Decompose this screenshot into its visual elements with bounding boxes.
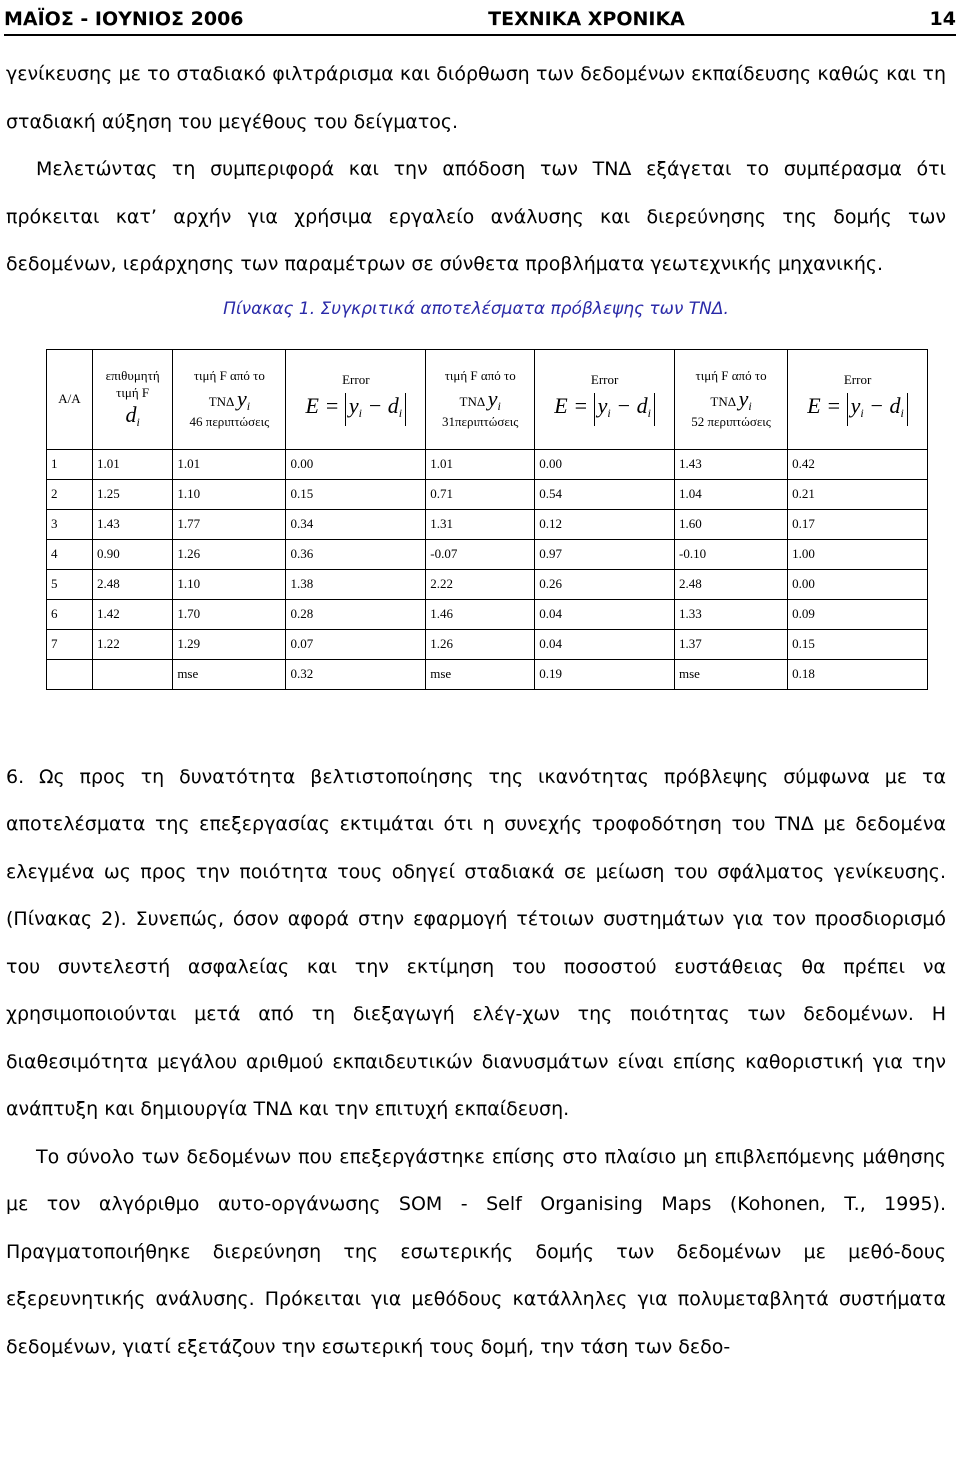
table-cell: 0.18 [788, 659, 928, 689]
table-cell: 1.26 [173, 539, 286, 569]
table-cell: 0.28 [286, 599, 426, 629]
table-cell: 1.37 [675, 629, 788, 659]
header-issue-date: ΜΑΪΟΣ - ΙΟΥΝΙΟΣ 2006 [4, 8, 244, 30]
table-cell: 1.77 [173, 509, 286, 539]
table-cell: 1.70 [173, 599, 286, 629]
table-cell: 1.22 [93, 629, 173, 659]
table-cell: 0.09 [788, 599, 928, 629]
table-cell: -0.10 [675, 539, 788, 569]
table-cell: 1.01 [173, 449, 286, 479]
table-header-row [47, 349, 928, 449]
table-row [47, 629, 928, 659]
table-cell: -0.07 [426, 539, 535, 569]
table-cell: 4 [47, 539, 93, 569]
table-caption-text: . Συγκριτικά αποτελέσματα πρόβλεψης των ΤΝΔ. [309, 298, 729, 319]
table-cell: 1.10 [173, 479, 286, 509]
results-table-wrapper [46, 349, 928, 690]
table-cell: 0.00 [286, 449, 426, 479]
table-caption [6, 289, 946, 329]
table-cell: 1.10 [173, 569, 286, 599]
header-pred-52: τιμή F από το ΤΝΔ yi 52 περιπτώσεις [675, 349, 788, 449]
table-cell: 1.33 [675, 599, 788, 629]
running-header [4, 0, 956, 36]
table-cell: 1 [47, 449, 93, 479]
table-cell: 0.15 [788, 629, 928, 659]
table-cell: 1.46 [426, 599, 535, 629]
results-table [46, 349, 928, 690]
header-error-46: Error E = yi − di [286, 349, 426, 449]
table-cell: 1.04 [675, 479, 788, 509]
table-caption-label: Πίνακας 1 [223, 298, 310, 319]
table-cell: 0.42 [788, 449, 928, 479]
paragraph-conclusion-tool: Μελετώντας τη συμπεριφορά και την απόδοση των ΤΝΔ εξάγεται το συμπέρασμα ότι πρόκειται κατ’ αρχήν για χρήσιμα εργαλείο ανάλυσης και διερεύνησης της δομής των δεδομένων, ιεράρχησης των παραμέτρων σε σύνθετα προβλήματα γεωτεχνικής μηχανικής. [6, 158, 946, 275]
table-cell: 0.00 [788, 569, 928, 599]
table-cell: 2.22 [426, 569, 535, 599]
table-cell: 0.97 [535, 539, 675, 569]
table-row [47, 479, 928, 509]
table-cell: 1.29 [173, 629, 286, 659]
header-target: επιθυμητή τιμή F di [93, 349, 173, 449]
table-cell: 2.48 [675, 569, 788, 599]
table-cell: 0.04 [535, 599, 675, 629]
table-cell: 3 [47, 509, 93, 539]
paragraph-generalization: γενίκευσης με το σταδιακό φιλτράρισμα και διόρθωση των δεδομένων εκπαίδευσης καθώς και τη σταδιακή αύξηση του μεγέθους του δείγματος. [6, 63, 946, 133]
header-page-number: 14 [929, 8, 956, 30]
header-error-31: Error E = yi − di [535, 349, 675, 449]
table-cell: 0.00 [535, 449, 675, 479]
header-journal-title: ΤΕΧΝΙΚΑ ΧΡΟΝΙΚΑ [488, 8, 685, 30]
table-cell: 0.34 [286, 509, 426, 539]
table-cell: 0.54 [535, 479, 675, 509]
table-cell: 0.90 [93, 539, 173, 569]
header-pred-46: τιμή F από το ΤΝΔ yi 46 περιπτώσεις [173, 349, 286, 449]
table-row [47, 569, 928, 599]
header-pred-31: τιμή F από το ΤΝΔ yi 31περιπτώσεις [426, 349, 535, 449]
header-aa: Α/Α [47, 349, 93, 449]
header-error-52: Error E = yi − di [788, 349, 928, 449]
table-cell: 0.32 [286, 659, 426, 689]
table-cell: 1.38 [286, 569, 426, 599]
table-cell: 1.01 [426, 449, 535, 479]
table-cell: 1.60 [675, 509, 788, 539]
paragraph-som: Το σύνολο των δεδομένων που επεξεργάστηκε επίσης στο πλαίσιο μη επιβλεπόμενης μάθησης με τον αλγόριθμο αυτο-οργάνωσης SOM - Self Organising Maps (Kohonen, T., 1995). Πραγματοποιήθηκε διερεύνηση της εσωτερικής δομής των δεδομένων με μεθό-δους εξερευνητικής ανάλυσης. Πρόκειται για μεθόδους κατάλληλες για πολυμεταβλητά συστήματα δεδομένων, γιατί εξετάζουν την εσωτερική τους δομή, την τάση των δεδο- [6, 1145, 946, 1358]
table-cell: 1.43 [93, 509, 173, 539]
table-cell: 0.19 [535, 659, 675, 689]
table-cell: 1.31 [426, 509, 535, 539]
table-cell: 5 [47, 569, 93, 599]
table-cell: 1.25 [93, 479, 173, 509]
table-cell: 0.21 [788, 479, 928, 509]
table-cell: 1.00 [788, 539, 928, 569]
table-cell: 0.15 [286, 479, 426, 509]
table-cell: 1.26 [426, 629, 535, 659]
table-cell: 1.01 [93, 449, 173, 479]
table-cell: 0.04 [535, 629, 675, 659]
table-cell: 2.48 [93, 569, 173, 599]
table-row [47, 509, 928, 539]
table-cell: mse [675, 659, 788, 689]
table-cell: 0.12 [535, 509, 675, 539]
table-cell: 0.07 [286, 629, 426, 659]
table-cell: 0.17 [788, 509, 928, 539]
table-cell: 2 [47, 479, 93, 509]
table-cell: 0.71 [426, 479, 535, 509]
paragraph-optimization: 6. Ως προς τη δυνατότητα βελτιστοποίησης της ικανότητας πρόβλεψης σύμφωνα με τα αποτελέσματα της επεξεργασίας εκτιμάται ότι η συνεχής τροφοδότηση του ΤΝΔ με δεδομένα ελεγμένα ως προς την ποιότητα τους οδηγεί σταδιακά σε μείωση του σφάλματος γενίκευσης. (Πίνακας 2). Συνεπώς, όσον αφορά στην εφαρμογή τέτοιων συστημάτων για τον προσδιορισμό του συντελεστή ασφαλείας και την εκτίμηση του ποσοστού ευστάθειας θα πρέπει να χρησιμοποιούνται μετά από τη διεξαγωγή ελέγ-χων της ποιότητας των δεδομένων. Η διαθεσιμότητα μεγάλου αριθμού εκπαιδευτικών διανυσμάτων είναι επίσης καθοριστική για την ανάπτυξη και δημιουργία ΤΝΔ και την επιτυχή εκπαίδευση. [6, 765, 946, 1120]
table-row [47, 449, 928, 479]
table-cell: mse [173, 659, 286, 689]
table-row [47, 539, 928, 569]
table-cell: 0.36 [286, 539, 426, 569]
table-cell [93, 659, 173, 689]
table-cell [47, 659, 93, 689]
table-cell: mse [426, 659, 535, 689]
spacer [6, 690, 946, 754]
table-row [47, 599, 928, 629]
table-cell: 1.42 [93, 599, 173, 629]
table-mse-row [47, 659, 928, 689]
table-cell: 7 [47, 629, 93, 659]
table-cell: 0.26 [535, 569, 675, 599]
table-cell: 6 [47, 599, 93, 629]
table-cell: 1.43 [675, 449, 788, 479]
